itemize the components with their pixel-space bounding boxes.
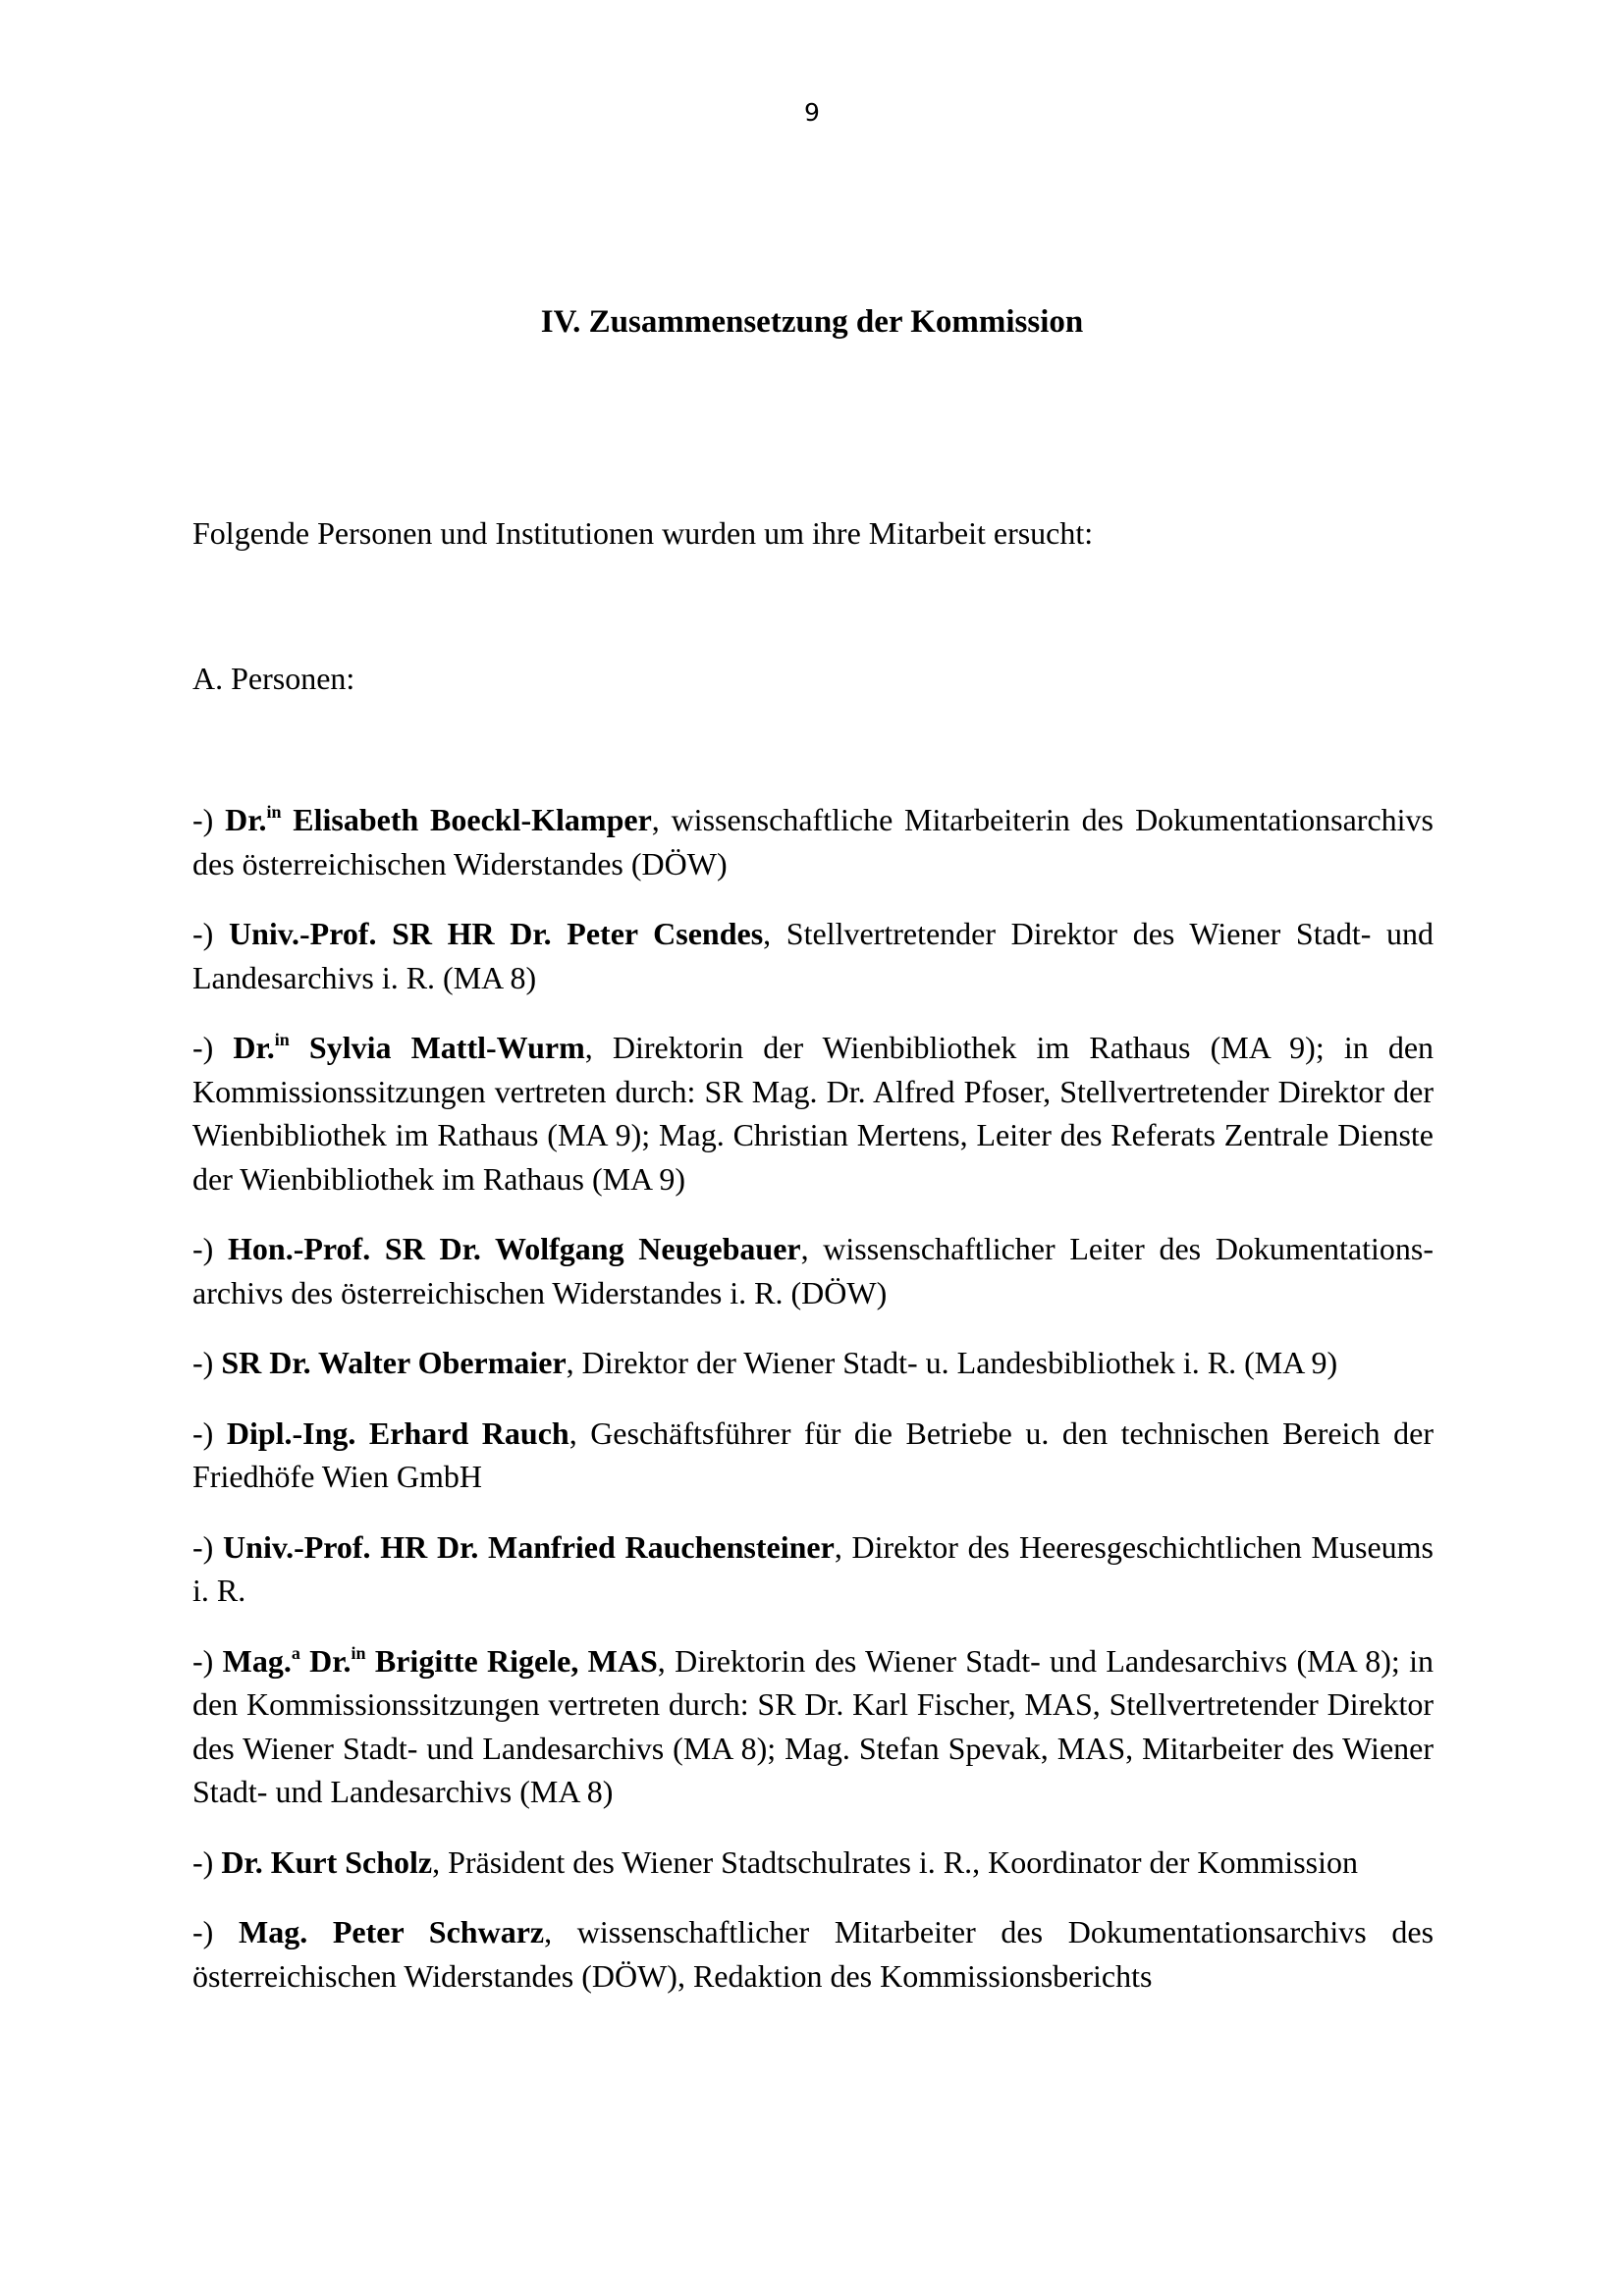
name-part: Brigitte Rigele, MAS bbox=[365, 1642, 658, 1679]
person-name bbox=[223, 1529, 835, 1565]
page-number: 9 bbox=[804, 98, 820, 127]
person-description: , Direktorin des Wiener Stadt- und Landesarchivs (MA 8); in den Kommissionssitzungen vertreten durch: SR Dr. Karl Fischer, MAS, Stellvertretender Direktor des Wiener Stadt- und Landesarchivs (MA 8); Mag. Stefan Spevak, MAS, Mitarbeiter des Wiener Stadt- und Landesarchivs (MA 8) bbox=[192, 1642, 1435, 1809]
person-name bbox=[221, 1844, 432, 1880]
person-name bbox=[228, 1231, 801, 1266]
person-description: , wissenschaftliche Mitarbeiterin des Dokumentationsarchivs des österreichischen Widerstandes (DÖW) bbox=[192, 802, 1435, 881]
list-marker: -) bbox=[192, 1415, 227, 1451]
title-superscript: a bbox=[291, 1642, 300, 1663]
name-part: Dr. bbox=[233, 1030, 275, 1065]
name-part: SR Dr. Walter Obermaier bbox=[221, 1345, 567, 1380]
person-entry bbox=[192, 1639, 1434, 1814]
name-part: Dipl.-Ing. Erhard Rauch bbox=[226, 1415, 569, 1451]
person-name bbox=[223, 1643, 658, 1679]
person-entry bbox=[192, 1841, 1434, 1885]
person-entry bbox=[192, 798, 1434, 885]
person-entry bbox=[192, 1412, 1434, 1499]
person-entry bbox=[192, 1341, 1434, 1385]
section-heading: IV. Zusammensetzung der Kommission bbox=[540, 304, 1084, 340]
list-marker: -) bbox=[192, 1345, 222, 1380]
person-name bbox=[221, 1345, 566, 1380]
list-marker: -) bbox=[192, 1528, 224, 1565]
list-marker: -) bbox=[192, 1914, 239, 1949]
list-marker: -) bbox=[192, 1843, 222, 1880]
person-entry bbox=[192, 912, 1434, 999]
persons-list bbox=[192, 798, 1434, 2024]
name-part: Mag. bbox=[222, 1642, 292, 1679]
name-part: Hon.-Prof. SR Dr. Wolfgang Neugebauer bbox=[228, 1231, 801, 1266]
person-name bbox=[239, 1914, 544, 1949]
person-name bbox=[233, 1030, 584, 1065]
person-description: , Stellvertretender Direktor des Wiener Stadt- und Landesarchivs i. R. (MA 8) bbox=[192, 916, 1435, 995]
person-description: , Direktorin der Wienbibliothek im Rathaus (MA 9); in den Kommissionssitzungen vertreten durch: SR Mag. Dr. Alfred Pfoser, Stellvertretender Direktor der Wienbibliothek im Rathaus (MA 9); Mag. Christian Mertens, Leiter des Referats Zentrale Dienste der Wienbibliothek im Rathaus (MA 9) bbox=[192, 1030, 1435, 1197]
person-description: , Direktor der Wiener Stadt- u. Landesbibliothek i. R. (MA 9) bbox=[566, 1345, 1338, 1380]
list-marker: -) bbox=[192, 916, 229, 951]
person-description: , wissenschaftlicher Leiter des Dokumentationsarchivs des österreichischen Widerstandes i. R. (DÖW) bbox=[192, 1231, 1434, 1310]
title-superscript: in bbox=[351, 1642, 366, 1663]
title-superscript: in bbox=[266, 802, 282, 822]
name-part: Elisabeth Boeckl-Klamper bbox=[281, 802, 652, 837]
list-marker: -) bbox=[192, 802, 226, 837]
section-label-persons: A. Personen: bbox=[192, 661, 355, 696]
person-description: , Geschäftsführer für die Betriebe u. den technischen Bereich der Friedhöfe Wien GmbH bbox=[192, 1415, 1435, 1494]
person-entry bbox=[192, 1910, 1434, 1998]
intro-text: Folgende Personen und Institutionen wurden um ihre Mitarbeit ersucht: bbox=[192, 515, 1094, 551]
name-part: Dr. bbox=[225, 802, 267, 837]
name-part: Sylvia Mattl-Wurm bbox=[289, 1030, 585, 1065]
person-entry bbox=[192, 1026, 1434, 1201]
list-marker: -) bbox=[192, 1642, 223, 1679]
person-entry bbox=[192, 1525, 1434, 1613]
name-part: Dr. bbox=[299, 1642, 352, 1679]
list-marker: -) bbox=[192, 1231, 229, 1266]
title-superscript: in bbox=[274, 1030, 290, 1049]
list-marker: -) bbox=[192, 1030, 234, 1065]
person-name bbox=[227, 1415, 569, 1451]
name-part: Univ.-Prof. HR Dr. Manfried Rauchensteiner bbox=[223, 1528, 835, 1565]
name-part: Dr. Kurt Scholz bbox=[221, 1843, 433, 1880]
person-description: , wissenschaftlicher Mitarbeiter des Dokumentationsarchivs des österreichischen Widerstandes (DÖW), Redaktion des Kommissionsberichts bbox=[192, 1914, 1435, 1994]
name-part: Univ.-Prof. SR HR Dr. Peter Csendes bbox=[228, 916, 764, 951]
person-entry bbox=[192, 1227, 1434, 1314]
name-part: Mag. Peter Schwarz bbox=[239, 1914, 545, 1949]
person-description: , Präsident des Wiener Stadtschulrates i. R., Koordinator der Kommission bbox=[432, 1843, 1358, 1880]
person-description: , Direktor des Heeresgeschichtlichen Museums i. R. bbox=[192, 1528, 1435, 1608]
person-name bbox=[225, 802, 652, 837]
person-name bbox=[229, 916, 763, 951]
